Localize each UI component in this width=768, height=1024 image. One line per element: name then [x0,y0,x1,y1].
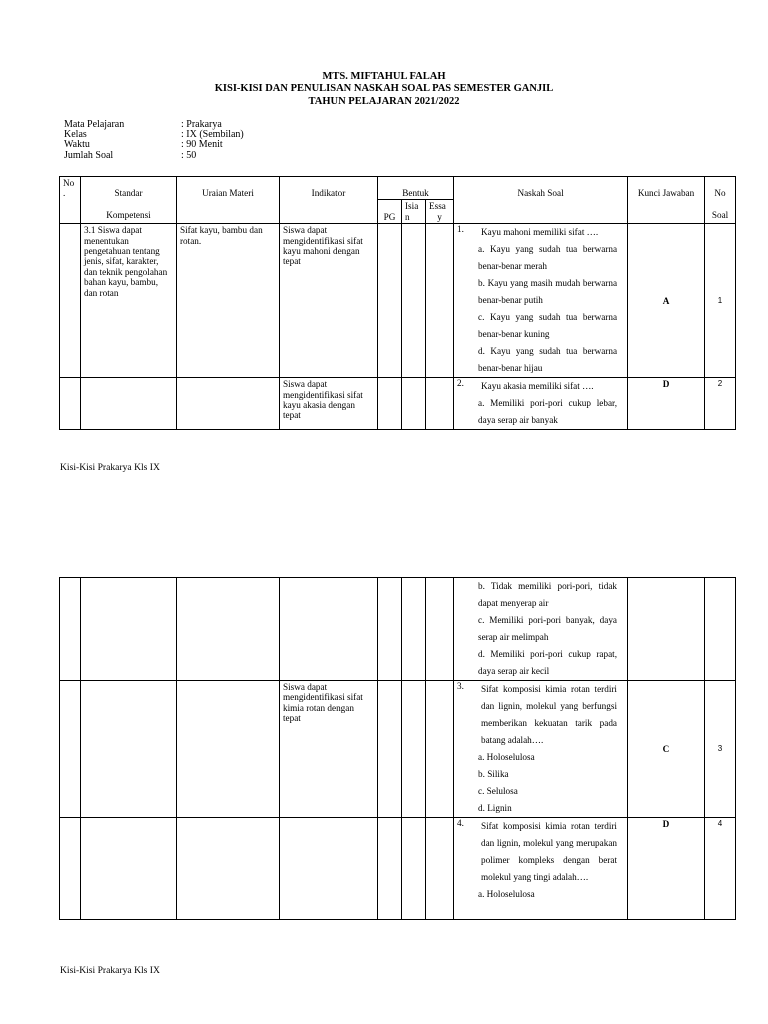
cell-pg [378,578,402,681]
question-number: 2. [457,378,464,389]
cell-no [60,378,81,430]
header-pg: PG [378,200,402,224]
kisi-kisi-table-page-2 [59,577,736,920]
cell-naskah-soal [454,578,628,681]
cell-kunci [628,578,705,681]
cell-naskah-soal [454,818,628,920]
cell-no-soal: 3 [705,681,736,818]
answer-option: d. Memiliki pori-pori cukup rapat, daya serap air kecil [478,649,617,676]
table-row [60,818,736,920]
meta-value: : 50 [181,149,197,161]
cell-indikator: Siswa dapat mengidentifikasi sifat kayu mahoni dengan tepat [280,224,378,378]
answer-option: a. Holoselulosa [478,889,535,899]
cell-naskah-soal [454,378,628,430]
cell-standar [81,681,177,818]
cell-no-soal: 2 [705,378,736,430]
cell-standar [81,578,177,681]
cell-essay [426,224,454,378]
meta-value: : 90 Menit [181,139,223,151]
question-number: 3. [457,681,464,691]
school-name: MTS. MIFTAHUL FALAH [322,71,446,82]
cell-uraian [177,818,280,920]
question-stem: Sifat komposisi kimia rotan terdiri dan lignin, molekul yang merupakan polimer kompleks dengan berat molekul yang tingi adalah…. [481,821,617,882]
cell-indikator: Siswa dapat mengidentifikasi sifat kayu akasia dengan tepat [280,378,378,430]
academic-year: TAHUN PELAJARAN 2021/2022 [308,95,460,107]
cell-naskah-soal [454,224,628,378]
table-row [60,578,736,681]
header-no-soal: No Soal [705,177,736,224]
header-essay: Essa y [426,200,454,224]
answer-option: c. Kayu yang sudah tua berwarna benar-benar kuning [478,312,618,340]
cell-pg [378,818,402,920]
meta-label: Jumlah Soal [64,149,114,161]
header-indikator: Indikator [280,177,378,224]
cell-kunci: D [628,378,705,430]
cell-essay [426,578,454,681]
cell-no-soal: 4 [705,818,736,920]
header-bentuk: Bentuk [378,177,454,200]
document-header [0,71,768,108]
question-stem: Sifat komposisi kimia rotan terdiri dan lignin, molekul yang berfungsi memberikan kekuatan tarik pada batang adalah…. [481,684,617,745]
answer-option: d. Lignin [478,803,512,813]
cell-pg [378,681,402,818]
cell-pg [378,224,402,378]
cell-no [60,818,81,920]
cell-standar [81,378,177,430]
cell-indikator: Siswa dapat mengidentifikasi sifat kimia rotan dengan tepat [280,681,378,818]
header-naskah-soal: Naskah Soal [454,177,628,224]
cell-naskah-soal [454,681,628,818]
cell-isian [402,578,426,681]
page-footer: Kisi-Kisi Prakarya Kls IX [60,965,160,976]
table-row [60,224,736,378]
answer-option: a. Memiliki pori-pori cukup lebar, daya serap air banyak [478,398,618,426]
cell-no-soal: 1 [705,224,736,378]
meta-value: : Prakarya [181,119,222,130]
document-title: KISI-KISI DAN PENULISAN NASKAH SOAL PAS SEMESTER GANJIL [214,83,554,95]
question-stem: Kayu akasia memiliki sifat …. [481,381,594,392]
header-no: No . [60,177,81,224]
cell-essay [426,681,454,818]
meta-label: Kelas [64,129,87,141]
answer-option: d. Kayu yang sudah tua berwarna benar-benar hijau [478,346,618,374]
cell-uraian [177,578,280,681]
answer-option: b. Kayu yang masih mudah berwarna benar-benar putih [478,278,618,306]
cell-uraian [177,378,280,430]
question-number: 4. [457,818,464,828]
page-footer: Kisi-Kisi Prakarya Kls IX [60,462,160,473]
answer-option: a. Kayu yang sudah tua berwarna benar-benar merah [478,244,618,272]
cell-isian [402,378,426,430]
answer-option: c. Selulosa [478,786,518,796]
meta-row [64,151,244,161]
answer-option: b. Tidak memiliki pori-pori, tidak dapat menyerap air [478,581,617,608]
table-row [60,681,736,818]
cell-no [60,224,81,378]
cell-pg [378,378,402,430]
cell-uraian: Sifat kayu, bambu dan rotan. [177,224,280,378]
kisi-kisi-table-page-1 [59,176,736,430]
answer-option: a. Holoselulosa [478,752,535,762]
cell-indikator [280,818,378,920]
header-standar-kompetensi: Standar Kompetensi [81,177,177,224]
header-kunci-jawaban: Kunci Jawaban [628,177,705,224]
cell-no [60,578,81,681]
cell-standar [81,818,177,920]
meta-value: : IX (Sembilan) [181,129,244,141]
cell-kunci: A [628,224,705,378]
answer-option: c. Memiliki pori-pori banyak, daya serap air melimpah [478,615,617,642]
header-uraian-materi: Uraian Materi [177,177,280,224]
cell-no-soal [705,578,736,681]
cell-kunci: D [628,818,705,920]
cell-uraian [177,681,280,818]
cell-indikator [280,578,378,681]
cell-standar: 3.1 Siswa dapat menentukan pengetahuan tentang jenis, sifat, karakter, dan teknik pengolahan bahan kayu, bambu, dan rotan [81,224,177,378]
cell-isian [402,224,426,378]
table-row [60,378,736,430]
cell-essay [426,378,454,430]
meta-label: Mata Pelajaran [64,119,125,130]
cell-isian [402,681,426,818]
question-number: 1. [457,224,464,235]
answer-option: b. Silika [478,769,509,779]
header-isian: Isia n [402,200,426,224]
cell-essay [426,818,454,920]
cell-isian [402,818,426,920]
question-stem: Kayu mahoni memiliki sifat …. [481,227,599,238]
meta-label: Waktu [64,139,90,151]
cell-kunci: C [628,681,705,818]
cell-no [60,681,81,818]
exam-meta [64,120,244,161]
